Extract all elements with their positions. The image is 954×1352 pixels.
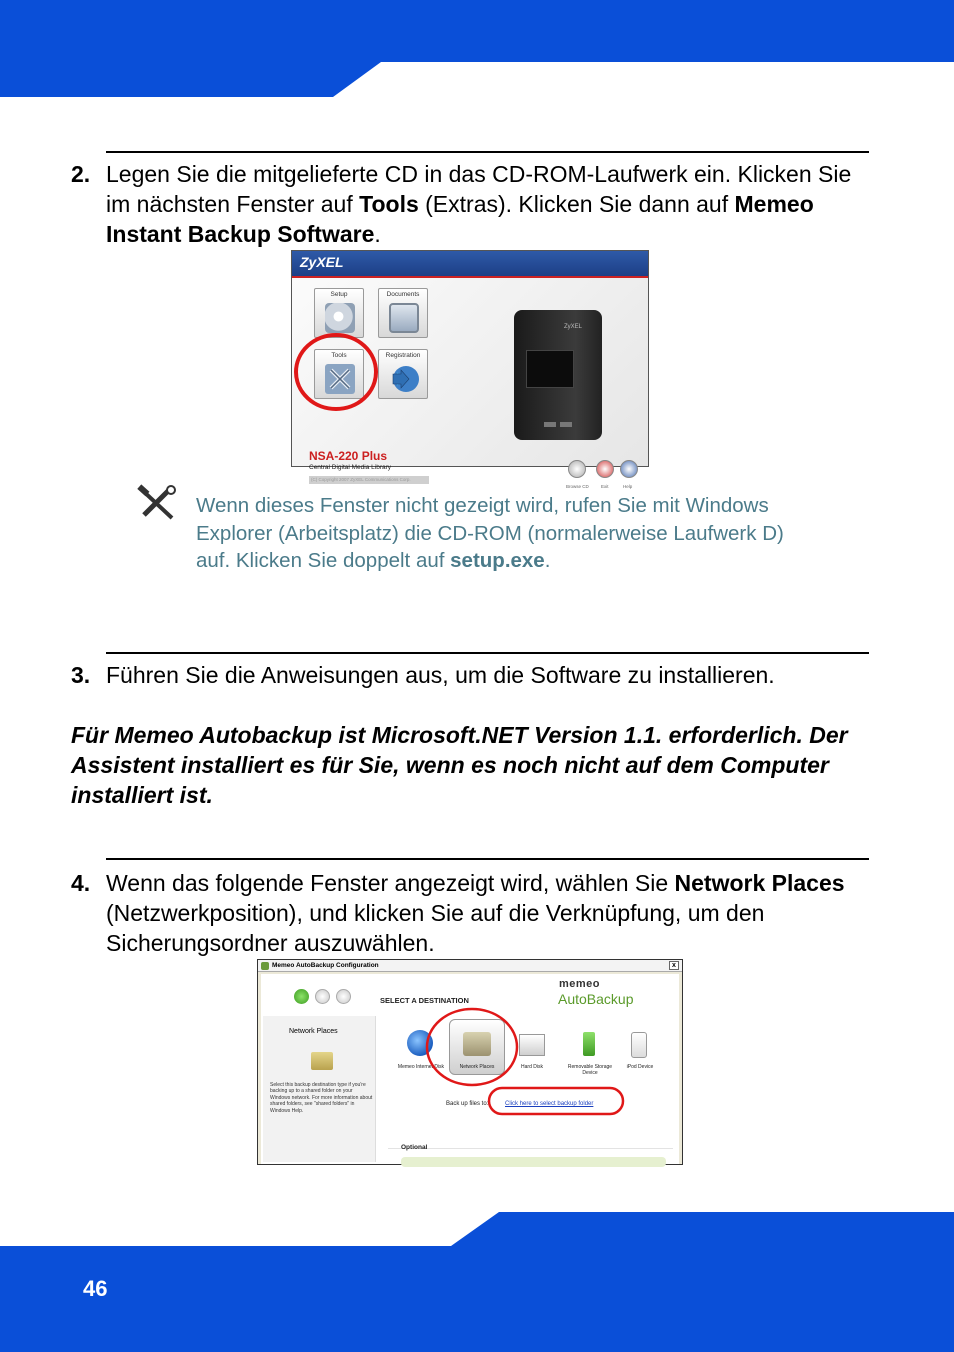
memeo-term: Memeo Instant Backup Software bbox=[106, 191, 814, 247]
device-port bbox=[544, 422, 556, 427]
step-4 bbox=[71, 868, 871, 958]
tile-tools[interactable] bbox=[314, 349, 364, 399]
app-icon bbox=[261, 962, 269, 970]
optional-panel bbox=[401, 1157, 666, 1167]
tools-term: Tools bbox=[359, 191, 419, 217]
device-screen bbox=[526, 350, 574, 388]
optional-heading: Optional bbox=[401, 1144, 428, 1151]
documents-icon bbox=[389, 303, 419, 333]
help-label: Help bbox=[623, 484, 633, 489]
close-button[interactable]: x bbox=[669, 961, 679, 970]
tip-text: . bbox=[544, 549, 551, 572]
tip-note bbox=[196, 492, 796, 575]
exit-button[interactable] bbox=[596, 460, 614, 478]
section-rule bbox=[106, 858, 869, 860]
step-2 bbox=[71, 159, 871, 249]
step-text bbox=[106, 868, 871, 958]
destination-label: Memeo Internet Disk bbox=[397, 1064, 445, 1070]
zyxel-cd-window-screenshot bbox=[291, 250, 649, 489]
exit-label: Exit bbox=[601, 484, 609, 489]
section-rule bbox=[106, 652, 869, 654]
step-number: 2. bbox=[71, 161, 91, 187]
panel-description: Select this backup destination type if you're backing up to a shared folder on your Windows network. For more information about shared folders, see "shared folders" in Windows Help. bbox=[270, 1082, 373, 1114]
internet-disk-icon[interactable] bbox=[407, 1030, 433, 1056]
requirement-note: Für Memeo Autobackup ist Microsoft.NET Version 1.1. erforderlich. Der Assistent installiert es für Sie, wenn es noch nicht auf dem Computer installiert ist. bbox=[71, 722, 848, 808]
globe-icon bbox=[389, 364, 419, 394]
tools-icon bbox=[325, 364, 355, 394]
tile-label: Setup bbox=[330, 291, 348, 298]
network-folder-icon bbox=[311, 1052, 333, 1070]
step-text-part: Legen Sie die mitgelieferte CD in das CD-ROM-Laufwerk ein. Klicken Sie im nächsten Fenster auf bbox=[106, 161, 852, 217]
panel-heading: Network Places bbox=[289, 1028, 338, 1035]
window-title: Memeo AutoBackup Configuration bbox=[272, 962, 379, 969]
step-1-indicator bbox=[294, 989, 309, 1004]
window-header bbox=[292, 251, 648, 276]
zyxel-logo: ZyXEL bbox=[300, 254, 344, 270]
browse-cd-button[interactable] bbox=[568, 460, 586, 478]
memeo-window-screenshot bbox=[257, 959, 683, 1165]
cd-icon bbox=[325, 303, 355, 333]
destination-info-panel bbox=[263, 1016, 376, 1162]
header-banner bbox=[0, 0, 954, 100]
window-titlebar bbox=[258, 960, 682, 972]
tile-setup[interactable] bbox=[314, 288, 364, 338]
tile-label: Tools bbox=[331, 352, 347, 359]
step-text-part: (Extras). Klicken Sie dann auf bbox=[418, 191, 735, 217]
tools-icon bbox=[138, 486, 176, 522]
backup-location-label: Back up files to: bbox=[446, 1101, 489, 1107]
model-subtitle: Central Digital Media Library bbox=[309, 464, 392, 471]
step-text-part: Wenn das folgende Fenster angezeigt wird, wählen Sie bbox=[106, 870, 675, 896]
copyright-text: (C) Copyright 2007 ZyXEL Communications Corp. bbox=[309, 476, 429, 484]
step-text: Führen Sie die Anweisungen aus, um die Software zu installieren. bbox=[106, 662, 775, 688]
step-number: 4. bbox=[71, 870, 91, 896]
destination-label: iPod Device bbox=[626, 1064, 654, 1070]
destination-heading: SELECT A DESTINATION bbox=[380, 996, 469, 1005]
window-content bbox=[261, 974, 679, 1164]
tile-documents[interactable] bbox=[378, 288, 428, 338]
tip-text: Wenn dieses Fenster nicht gezeigt wird, rufen Sie mit Windows Explorer (Arbeitsplatz) die CD-ROM (normalerweise Laufwerk D) auf. Klicken Sie doppelt auf bbox=[196, 494, 784, 572]
step-text-part: (Netzwerkposition), und klicken Sie auf die Verknüpfung, um den Sicherungsordner auszuwählen. bbox=[106, 900, 765, 956]
network-places-term: Network Places bbox=[674, 870, 845, 896]
window-body bbox=[292, 278, 648, 489]
section-divider bbox=[388, 1148, 673, 1149]
footer-banner bbox=[0, 1210, 954, 1352]
section-rule bbox=[106, 151, 869, 153]
memeo-logo: memeo bbox=[559, 978, 601, 990]
destination-label: Hard Disk bbox=[521, 1064, 543, 1070]
destination-label: Network Places bbox=[459, 1064, 495, 1070]
browse-cd-label: Browse CD bbox=[566, 484, 589, 489]
step-number: 3. bbox=[71, 662, 91, 688]
tile-label: Registration bbox=[385, 352, 421, 359]
device-port bbox=[560, 422, 572, 427]
step-3 bbox=[71, 660, 871, 690]
device-brand: ZyXEL bbox=[564, 324, 583, 330]
step-text-part: . bbox=[374, 221, 381, 247]
ipod-icon[interactable] bbox=[631, 1032, 647, 1058]
help-button[interactable] bbox=[620, 460, 638, 478]
step-3-indicator bbox=[336, 989, 351, 1004]
model-name: NSA-220 Plus bbox=[309, 449, 388, 463]
page-number: 46 bbox=[83, 1276, 108, 1301]
tile-label: Documents bbox=[386, 291, 420, 298]
usb-drive-icon[interactable] bbox=[583, 1032, 595, 1056]
nas-device-image bbox=[514, 310, 602, 440]
hard-disk-icon[interactable] bbox=[519, 1034, 545, 1056]
setup-exe-term: setup.exe bbox=[450, 549, 545, 572]
destination-label: Removable Storage Device bbox=[567, 1064, 613, 1076]
network-places-icon[interactable] bbox=[463, 1032, 491, 1056]
tile-registration[interactable] bbox=[378, 349, 428, 399]
select-backup-folder-link[interactable]: Click here to select backup folder bbox=[505, 1101, 594, 1107]
step-2-indicator bbox=[315, 989, 330, 1004]
autobackup-logo: AutoBackup bbox=[558, 991, 634, 1007]
step-text bbox=[106, 159, 871, 249]
